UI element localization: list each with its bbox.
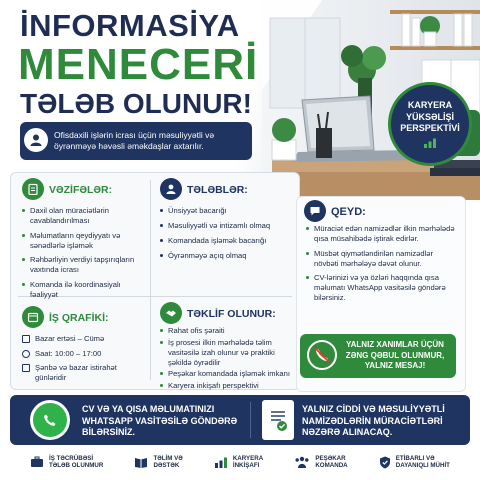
note-list bbox=[306, 224, 458, 308]
list-item: Rahat ofis şəraiti bbox=[160, 326, 294, 336]
duties-title: VƏZİFƏLƏR: bbox=[49, 184, 113, 196]
footer-line-2: KOMANDA bbox=[315, 462, 348, 469]
handshake-icon bbox=[160, 302, 182, 324]
document-check-icon bbox=[262, 400, 294, 440]
requirements-title: TƏLƏBLƏR: bbox=[187, 184, 248, 196]
whatsapp-instruction: CV VƏ YA QISA MƏLUMATINIZI WHATSAPP VASİTƏSİLƏ GÖNDƏRƏ BİLƏRSİNİZ. bbox=[82, 404, 238, 438]
calendar-icon bbox=[22, 335, 30, 343]
list-item: Daxil olan müraciətlərin cavablandırılması bbox=[22, 206, 142, 226]
headline-line-1: İNFORMASİYA bbox=[20, 8, 240, 43]
list-item: Müraciət edən namizədlər ilkin mərhələdə qısa müsahibədə iştirak edirlər. bbox=[306, 224, 458, 244]
footer-line-1: KARYERA bbox=[232, 454, 264, 462]
footer-line-1: TƏLİM VƏ bbox=[153, 454, 183, 462]
footer-line-1: PEŞƏKAR bbox=[315, 454, 346, 462]
schedule-days: Bazar ertəsi – Cümə bbox=[35, 334, 105, 343]
list-item: Komanda ilə koordinasiyalı fəaliyyət bbox=[22, 280, 142, 300]
schedule-hours: Saat: 10:00 – 17:00 bbox=[35, 349, 102, 358]
footer-line-2: DAYANIQLI MÜHİT bbox=[395, 462, 450, 469]
shield-check-icon bbox=[379, 456, 391, 469]
list-item: Karyera inkişafı perspektivi bbox=[160, 381, 294, 391]
badge-line-1: KARYERA bbox=[407, 99, 453, 110]
badge-line-3: PERSPEKTİVİ bbox=[400, 123, 460, 134]
badge-line-2: YÜKSƏLİŞİ bbox=[405, 111, 455, 122]
list-item: Peşəkar komandada işləmək imkanı bbox=[160, 369, 294, 379]
serious-candidates-note: YALNIZ CİDDİ VƏ MƏSULİYYƏTLİ NAMİZƏDLƏRİN MÜRACİƏTLƏRİ NƏZƏRƏ ALINACAQ. bbox=[302, 404, 445, 438]
footer-line-1: ETİBARLI VƏ bbox=[395, 454, 435, 462]
whatsapp-icon bbox=[30, 400, 70, 440]
book-icon bbox=[134, 456, 148, 468]
person-icon bbox=[24, 128, 48, 152]
schedule-off-row bbox=[22, 363, 122, 383]
schedule-hours-row bbox=[22, 349, 101, 358]
duties-list bbox=[22, 206, 142, 305]
list-item: Məsuliyyətli və intizamlı olmaq bbox=[160, 221, 288, 231]
list-item: Ünsiyyət bacarığı bbox=[160, 206, 288, 216]
column-divider bbox=[150, 180, 151, 380]
calendar-icon bbox=[22, 364, 30, 372]
band-divider bbox=[250, 402, 251, 438]
footer-bar bbox=[10, 448, 470, 476]
footer-line-2: TƏLƏB OLUNMUR bbox=[49, 462, 104, 469]
growth-chart-icon bbox=[423, 138, 437, 148]
footer-item-team bbox=[294, 455, 347, 470]
growth-chart-icon bbox=[214, 456, 228, 468]
footer-item-training bbox=[134, 455, 182, 470]
footer-line-2: İNKİŞAFI bbox=[232, 462, 260, 469]
offer-title: TƏKLİF OLUNUR: bbox=[187, 308, 276, 320]
chat-icon bbox=[304, 200, 326, 222]
requirements-list bbox=[160, 206, 288, 265]
person-icon bbox=[160, 178, 182, 200]
schedule-days-row bbox=[22, 334, 104, 343]
footer-line-2: DƏSTƏK bbox=[153, 462, 180, 469]
offer-list bbox=[160, 326, 294, 393]
list-item: Məlumatların qeydiyyatı və sənədlərlə işləmək bbox=[22, 231, 142, 251]
footer-item-career bbox=[214, 455, 263, 470]
headline-line-2: MENECERİ bbox=[18, 40, 259, 89]
schedule-off: Şənbə və bazar istirahət günləridir bbox=[35, 363, 117, 382]
list-item: Rəhbərliyin verdiyi tapşırıqların vaxtında icrası bbox=[22, 255, 142, 275]
team-icon bbox=[294, 456, 310, 468]
footer-item-environment bbox=[379, 455, 450, 470]
schedule-title: İŞ QRAFİKİ: bbox=[49, 312, 109, 324]
list-item: Öyrənməyə açıq olmaq bbox=[160, 251, 288, 261]
briefcase-icon bbox=[30, 456, 44, 468]
headline-line-3: TƏLƏB OLUNUR! bbox=[20, 88, 252, 119]
career-badge bbox=[388, 82, 472, 166]
list-item: Komandada işləmək bacarığı bbox=[160, 236, 288, 246]
clipboard-icon bbox=[22, 178, 44, 200]
clock-icon bbox=[22, 350, 30, 358]
footer-line-1: İŞ TƏCRÜBƏSİ bbox=[49, 454, 94, 462]
intro-banner: Ofisdaxili işlərin icrası üçün məsuliyyətli və öyrənməyə həvəsli əməkdaşlar axtarılır. bbox=[20, 122, 252, 160]
list-item: CV-lərinizi və ya özləri haqqında qısa məlumatı WhatsApp vasitəsilə göndərə bilərsiniz. bbox=[306, 273, 458, 303]
message-only-banner: YALNIZ XANIMLAR ÜÇÜN ZƏNG QƏBUL OLUNMUR, YALNIZ MESAJ! bbox=[300, 334, 456, 378]
list-item: Müsbət qiymətləndirilən namizədlər növbəti mərhələyə dəvət olunur. bbox=[306, 249, 458, 269]
list-item: İş prosesi ilkin mərhələdə təlim vasitəsilə izah olunur və praktiki şəkildə öyrədilir bbox=[160, 338, 294, 368]
note-title: QEYD: bbox=[331, 206, 366, 218]
no-call-icon bbox=[307, 340, 337, 370]
footer-item-experience bbox=[30, 455, 103, 470]
calendar-icon bbox=[22, 306, 44, 328]
